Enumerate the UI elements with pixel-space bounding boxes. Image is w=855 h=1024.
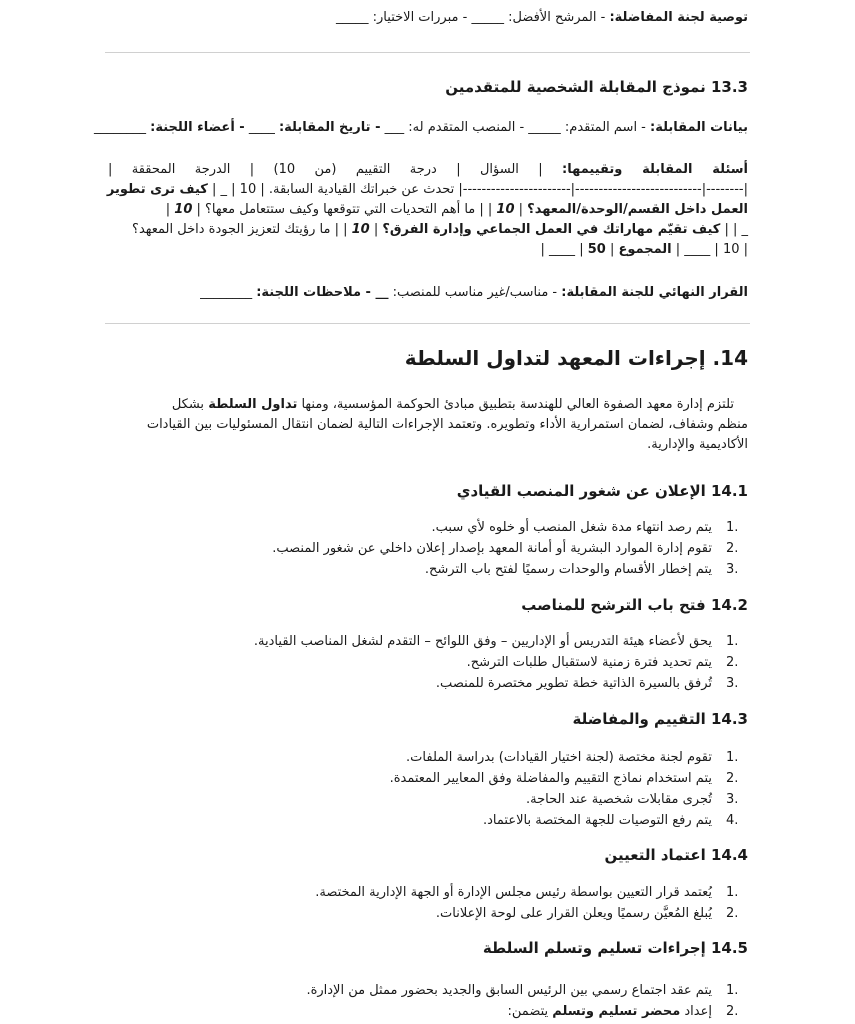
final-decision-label: القرار النهائي للجنة المقابلة:	[561, 285, 748, 300]
questions-label: أسئلة المقابلة وتقييمها:	[562, 162, 748, 177]
list-number: 3.	[726, 792, 739, 807]
committee-members-value: ________	[94, 120, 151, 135]
list-item-text: إعداد	[680, 1004, 712, 1019]
section-14-2-list	[108, 631, 748, 694]
total-score: 50	[587, 242, 606, 257]
total-label: المجموع	[618, 242, 672, 257]
score-value: 10	[496, 202, 515, 217]
list-number: 2.	[726, 771, 739, 786]
questions-line-4	[108, 220, 748, 240]
question-bold: كيف تقيّم مهاراتك في العمل الجماعي وإدارة الفرق؟	[382, 222, 721, 237]
questions-row-text: |	[165, 202, 175, 217]
list-number: 4.	[726, 813, 739, 828]
list-number: 1.	[726, 983, 739, 998]
list-number: 1.	[726, 885, 739, 900]
section-13-3-title: 13.3 نموذج المقابلة الشخصية للمتقدمين	[445, 78, 748, 96]
divider	[105, 323, 750, 324]
list-item	[108, 559, 748, 580]
list-item-text: يُبلغ المُعيَّن رسميًا ويعلن القرار على لوحة الإعلانات.	[435, 906, 712, 921]
questions-line-5	[108, 240, 748, 260]
interview-data-label: بيانات المقابلة:	[650, 120, 748, 135]
questions-row-text: |	[605, 242, 619, 257]
list-item-text: تُجرى مقابلات شخصية عند الحاجة.	[525, 792, 712, 807]
list-item-text: يتم تحديد فترة زمنية لاستقبال طلبات الترشح.	[466, 655, 712, 670]
intro-line	[106, 395, 748, 415]
questions-row-text: |	[514, 202, 528, 217]
intro-line: منظم وشفاف، لضمان استمرارية الأداء وتطويره. وتعتمد الإجراءات التالية لضمان انتقال المسئوليات بين القيادات	[146, 417, 748, 432]
divider	[105, 52, 750, 53]
list-number: 2.	[726, 906, 739, 921]
list-item-text: تقوم لجنة مختصة (لجنة اختيار القيادات) بدراسة الملفات.	[406, 750, 712, 765]
questions-row-text: | ____ |	[540, 242, 588, 257]
committee-notes-label: __ - ملاحظات اللجنة:	[256, 285, 389, 300]
list-item	[108, 768, 748, 789]
section-14-2-title: 14.2 فتح باب الترشح للمناصب	[521, 596, 748, 614]
intro-text: تلتزم إدارة معهد الصفوة العالي للهندسة بتطبيق مبادئ الحوكمة المؤسسية، ومنها	[297, 397, 734, 412]
list-item-bold: محضر تسليم وتسلم	[552, 1004, 681, 1019]
list-number: 1.	[726, 750, 739, 765]
list-number: 1.	[726, 520, 739, 535]
recommendation-text: - المرشح الأفضل: _____ - مبررات الاختيار: _____	[336, 10, 610, 25]
recommendation-label: توصية لجنة المفاضلة:	[609, 10, 748, 25]
section-14-3-title: 14.3 التقييم والمفاضلة	[572, 710, 748, 728]
list-number: 1.	[726, 634, 739, 649]
list-item	[108, 673, 748, 694]
section-14-title: 14. إجراءات المعهد لتداول السلطة	[404, 346, 748, 370]
section-14-5-list	[108, 980, 748, 1022]
questions-row-text: | 10 | ____ |	[671, 242, 748, 257]
questions-row-text: |--------|---------------------------|-----------------------| تحدث عن خبراتك القيادية السابقة. | 10 | _ |	[207, 182, 748, 197]
list-item-text: تُرفق بالسيرة الذاتية خطة تطوير مختصرة للمنصب.	[435, 676, 712, 691]
section-14-5-title: 14.5 إجراءات تسليم وتسلم السلطة	[482, 939, 748, 957]
list-number: 2.	[726, 655, 739, 670]
score-value: 10	[174, 202, 193, 217]
list-item-text: يُعتمد قرار التعيين بواسطة رئيس مجلس الإدارة أو الجهة الإدارية المختصة.	[315, 885, 712, 900]
committee-notes-value: ________	[200, 285, 257, 300]
list-item-text: يتضمن:	[507, 1004, 553, 1019]
list-item	[108, 980, 748, 1001]
list-item	[108, 789, 748, 810]
interview-data-text: - اسم المتقدم: _____ - المنصب المتقدم له: ___	[380, 120, 651, 135]
section-14-1-title: 14.1 الإعلان عن شغور المنصب القيادي	[456, 482, 748, 500]
list-item	[108, 810, 748, 831]
final-decision-line	[108, 283, 748, 303]
list-item-text: يتم عقد اجتماع رسمي بين الرئيس السابق والجديد بحضور ممثل من الإدارة.	[306, 983, 712, 998]
section-14-4-title: 14.4 اعتماد التعيين	[604, 846, 748, 864]
questions-header-row: | السؤال | درجة التقييم (من 10) | الدرجة المحققة |	[108, 162, 563, 177]
intro-line: الأكاديمية والإدارية.	[647, 437, 748, 452]
question-bold: كيف ترى تطوير	[106, 182, 208, 197]
section-14-intro	[106, 395, 748, 455]
questions-line-1	[108, 159, 748, 180]
list-item-text: تقوم إدارة الموارد البشرية أو أمانة المعهد بإصدار إعلان داخلي عن شغور المنصب.	[272, 541, 712, 556]
questions-row-text: | | ما أهم التحديات التي تتوقعها وكيف ستتعامل معها؟ |	[192, 202, 497, 217]
questions-line-3	[108, 200, 748, 220]
list-item	[108, 538, 748, 559]
committee-recommendation	[108, 8, 748, 28]
list-item	[108, 882, 748, 903]
interview-questions-table	[108, 159, 748, 260]
interview-data-line	[94, 118, 748, 138]
list-item	[108, 652, 748, 673]
list-number: 2.	[726, 541, 739, 556]
final-decision-text: - مناسب/غير مناسب للمنصب:	[388, 285, 562, 300]
list-item	[108, 517, 748, 538]
section-14-4-list	[108, 882, 748, 924]
list-item	[108, 747, 748, 768]
list-number: 2.	[726, 1004, 739, 1019]
score-value: 10	[351, 222, 370, 237]
list-item-text: يتم رفع التوصيات للجهة المختصة بالاعتماد.	[483, 813, 712, 828]
committee-members-label: - أعضاء اللجنة:	[150, 120, 245, 135]
section-14-1-list	[108, 517, 748, 580]
questions-row-text: _ | |	[720, 222, 748, 237]
list-item-text: يحق لأعضاء هيئة التدريس أو الإداريين – وفق اللوائح – التقدم لشغل المناصب القيادية.	[253, 634, 712, 649]
list-item-text: يتم إخطار الأقسام والوحدات رسميًا لفتح باب الترشح.	[424, 562, 712, 577]
list-number: 3.	[726, 562, 739, 577]
list-item-text: يتم رصد انتهاء مدة شغل المنصب أو خلوه لأي سبب.	[431, 520, 712, 535]
list-item	[108, 903, 748, 924]
list-number: 3.	[726, 676, 739, 691]
section-14-3-list	[108, 747, 748, 831]
list-item-text: يتم استخدام نماذج التقييم والمفاضلة وفق المعايير المعتمدة.	[389, 771, 712, 786]
question-bold: العمل داخل القسم/الوحدة/المعهد؟	[527, 202, 748, 217]
interview-date-label: - تاريخ المقابلة:	[278, 120, 381, 135]
intro-bold: تداول السلطة	[208, 397, 298, 412]
list-item	[108, 1001, 748, 1022]
intro-text: بشكل	[171, 397, 209, 412]
questions-row-text: | | ما رؤيتك لتعزيز الجودة داخل المعهد؟	[132, 222, 352, 237]
questions-line-2	[108, 180, 748, 200]
questions-row-text: |	[369, 222, 383, 237]
list-item	[108, 631, 748, 652]
interview-date-value: ____	[244, 120, 279, 135]
